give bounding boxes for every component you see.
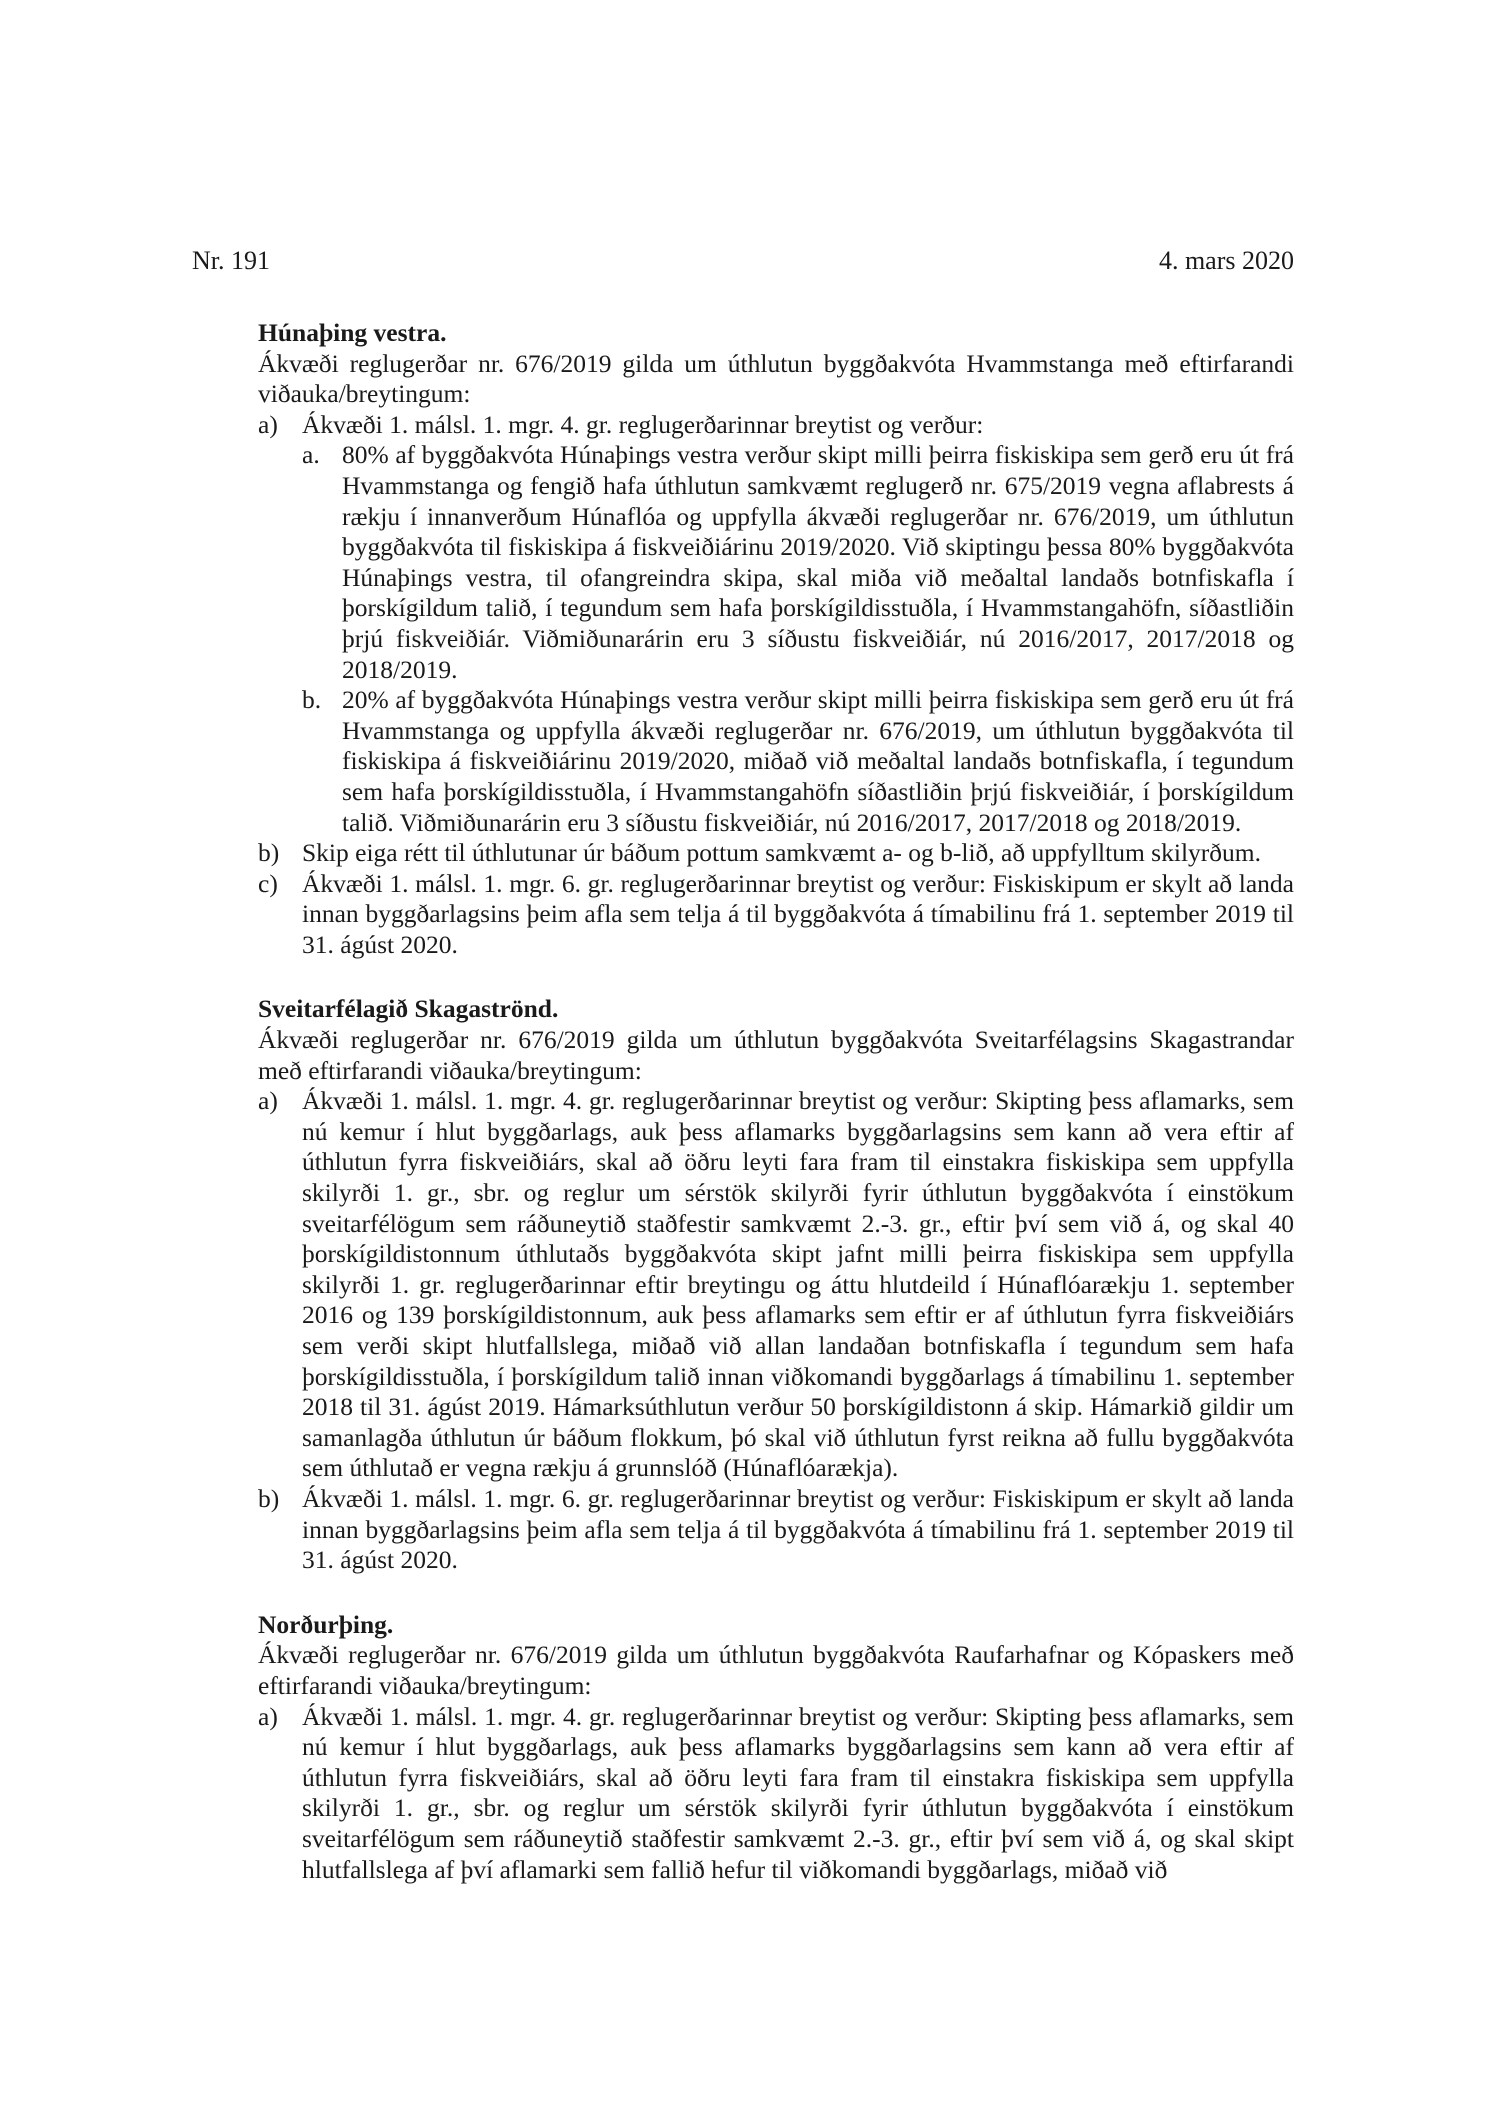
amendment-item (258, 1086, 1294, 1484)
item-marker: a) (258, 1086, 278, 1116)
section-intro: Ákvæði reglugerðar nr. 676/2019 gilda um úthlutun byggðakvóta Raufarhafnar og Kópaskers með eftirfarandi viðauka/breytingum: (258, 1640, 1294, 1700)
item-marker: a) (258, 409, 278, 439)
subitem-text: 80% af byggðakvóta Húnaþings vestra verður skipt milli þeirra fiskiskipa sem gerð eru út frá Hvammstanga og fengið hafa úthlutun samkvæmt reglugerð nr. 675/2019 vegna aflabrests á rækju í innanverðum Húnaflóa og uppfylla ákvæði reglugerðar nr. 676/2019, um úthlutun byggðakvóta til fiskiskipa á fiskveiðiárinu 2019/2020. Við skiptingu þessa 80% byggðakvóta Húnaþings vestra, til ofangreindra skipa, skal miða við meðaltal landaðs botnfiskafla í þorskígildum talið, í tegundum sem hafa þorskígildisstuðla, í Hvammstangahöfn, síðastliðin þrjú fiskveiðiár. Viðmiðunarárin eru 3 síðustu fiskveiðiár, nú 2016/2017, 2017/2018 og 2018/2019. (342, 440, 1294, 684)
subitem-marker: a. (302, 440, 320, 470)
section-intro: Ákvæði reglugerðar nr. 676/2019 gilda um úthlutun byggðakvóta Hvammstanga með eftirfarandi viðauka/breytingum: (258, 348, 1294, 409)
amendment-list (258, 1702, 1294, 1886)
item-text: Ákvæði 1. málsl. 1. mgr. 4. gr. reglugerðarinnar breytist og verður: (302, 409, 984, 439)
subitem-marker: b. (302, 685, 322, 715)
item-text: Skip eiga rétt til úthlutunar úr báðum pottum samkvæmt a- og b-lið, að uppfylltum skilyrðum. (302, 838, 1261, 868)
amendment-list (258, 410, 1294, 961)
regulation-number: Nr. 191 (192, 246, 270, 275)
amendment-item (258, 410, 1294, 838)
amendment-list (258, 1086, 1294, 1576)
item-text: Ákvæði 1. málsl. 1. mgr. 4. gr. reglugerðarinnar breytist og verður: Skipting þess aflamarks, sem nú kemur í hlut byggðarlags, auk þess aflamarks byggðarlagsins sem kann að vera eftir af úthlutun fyrra fiskveiðiárs, skal að öðru leyti fara fram til einstakra fiskiskipa sem uppfylla skilyrði 1. gr., sbr. og reglur um sérstök skilyrði fyrir úthlutun byggðakvóta í einstökum sveitarfélögum sem ráðuneytið staðfestir samkvæmt 2.-3. gr., eftir því sem við á, og skal 40 þorskígildistonnum úthlutaðs byggðakvóta skipt jafnt milli þeirra fiskiskipa sem uppfylla skilyrði 1. gr. reglugerðarinnar eftir breytingu og áttu hlutdeild í Húnaflóarækju 1. september 2016 og 139 þorskígildistonnum, auk þess aflamarks sem eftir er af úthlutun fyrra fiskveiðiárs sem verði skipt hlutfallslega, miðað við allan landaðan botnfiskafla í tegundum sem hafa þorskígildisstuðla, í þorskígildum talið innan viðkomandi byggðarlags á tímabilinu 1. september 2018 til 31. ágúst 2019. Hámarksúthlutun verður 50 þorskígildistonn á skip. Hámarkið gildir um samanlagða úthlutun úr báðum flokkum, þó skal við úthlutun fyrst reikna að fullu byggðakvóta sem úthlutað er vegna rækju á grunnslóð (Húnaflóarækja). (302, 1086, 1294, 1483)
item-marker: b) (258, 838, 280, 868)
section-title: Norðurþing. (258, 1609, 394, 1639)
item-marker: c) (258, 868, 278, 898)
item-marker: a) (258, 1701, 278, 1731)
section-intro: Ákvæði reglugerðar nr. 676/2019 gilda um úthlutun byggðakvóta Sveitarfélagsins Skagastrandar með eftirfarandi viðauka/breytingum: (258, 1025, 1294, 1085)
item-marker: b) (258, 1483, 280, 1513)
item-text: Ákvæði 1. málsl. 1. mgr. 6. gr. reglugerðarinnar breytist og verður: Fiskiskipum er skylt að landa innan byggðarlagsins þeim afla sem telja á til byggðakvóta á tímabilinu frá 1. september 2019 til 31. ágúst 2020. (302, 868, 1294, 959)
sub-amendment-list (302, 440, 1294, 838)
section (258, 994, 1294, 1575)
publication-date: 4. mars 2020 (1158, 246, 1294, 275)
amendment-item (258, 838, 1294, 869)
amendment-item (258, 1484, 1294, 1576)
section (258, 318, 1294, 960)
subitem-text: 20% af byggðakvóta Húnaþings vestra verður skipt milli þeirra fiskiskipa sem gerð eru út frá Hvammstanga og uppfylla ákvæði reglugerðar nr. 676/2019, um úthlutun byggðakvóta til fiskiskipa á fiskveiðiárinu 2019/2020, miðað við meðaltal landaðs botnfiskafla, í tegundum sem hafa þorskígildisstuðla, í Hvammstangahöfn síðastliðin þrjú fiskveiðiár, í þorskígildum talið. Viðmiðunarárin eru 3 síðustu fiskveiðiár, nú 2016/2017, 2017/2018 og 2018/2019. (342, 685, 1294, 837)
amendment-item (258, 1702, 1294, 1886)
item-text: Ákvæði 1. málsl. 1. mgr. 6. gr. reglugerðarinnar breytist og verður: Fiskiskipum er skylt að landa innan byggðarlagsins þeim afla sem telja á til byggðakvóta á tímabilinu frá 1. september 2019 til 31. ágúst 2020. (302, 1483, 1294, 1575)
section (258, 1610, 1294, 1885)
document-body (258, 318, 1294, 1919)
amendment-item (258, 869, 1294, 961)
section-title: Húnaþing vestra. (258, 318, 447, 347)
sub-amendment-item (302, 440, 1294, 685)
section-title: Sveitarfélagið Skagaströnd. (258, 994, 559, 1024)
item-text: Ákvæði 1. málsl. 1. mgr. 4. gr. reglugerðarinnar breytist og verður: Skipting þess aflamarks, sem nú kemur í hlut byggðarlags, auk þess aflamarks byggðarlagsins sem kann að vera eftir af úthlutun fyrra fiskveiðiárs, skal að öðru leyti fara fram til einstakra fiskiskipa sem uppfylla skilyrði 1. gr., sbr. og reglur um sérstök skilyrði fyrir úthlutun byggðakvóta í einstökum sveitarfélögum sem ráðuneytið staðfestir samkvæmt 2.-3. gr., eftir því sem við á, og skal skipt hlutfallslega af því aflamarki sem fallið hefur til viðkomandi byggðarlags, miðað við (302, 1701, 1294, 1884)
sub-amendment-item (302, 685, 1294, 838)
